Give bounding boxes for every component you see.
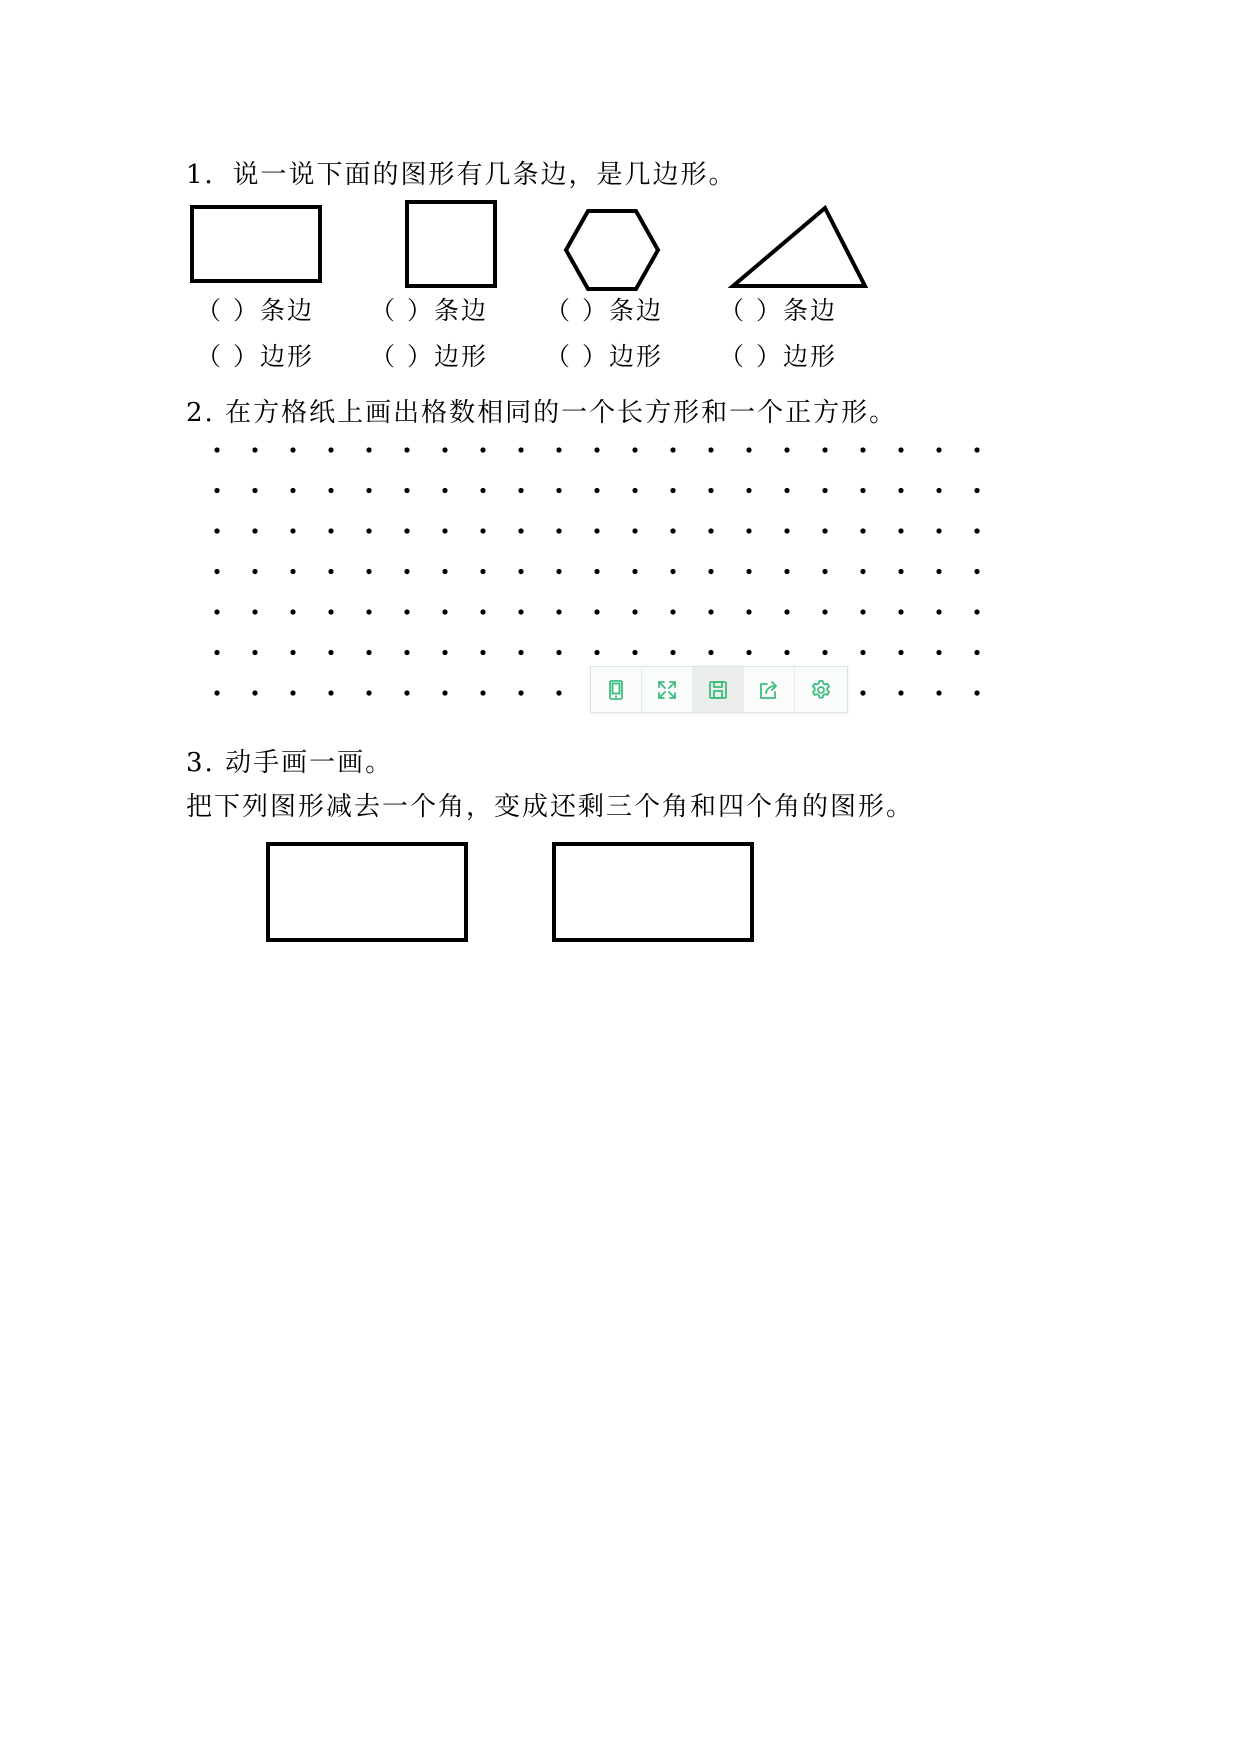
grid-dot bbox=[366, 650, 371, 655]
grid-dot bbox=[936, 609, 941, 614]
grid-dot bbox=[784, 650, 789, 655]
grid-dot bbox=[480, 569, 485, 574]
grid-dot bbox=[442, 528, 447, 533]
grid-dot bbox=[822, 488, 827, 493]
grid-dot bbox=[632, 488, 637, 493]
grid-dot bbox=[556, 569, 561, 574]
grid-dot bbox=[936, 488, 941, 493]
grid-dot bbox=[670, 528, 675, 533]
grid-dot bbox=[670, 650, 675, 655]
grid-dot bbox=[936, 650, 941, 655]
grid-dot bbox=[632, 650, 637, 655]
grid-dot bbox=[936, 447, 941, 452]
grid-dot bbox=[252, 650, 257, 655]
blank-polygon-4: （ ）边形 bbox=[719, 342, 837, 371]
question-2-title: 2. 在方格纸上画出格数相同的一个长方形和一个正方形。 bbox=[186, 398, 898, 428]
grid-dot bbox=[290, 569, 295, 574]
grid-dot bbox=[366, 528, 371, 533]
grid-dot bbox=[822, 569, 827, 574]
grid-dot bbox=[366, 447, 371, 452]
image-toolbar bbox=[590, 666, 848, 713]
grid-dot bbox=[442, 650, 447, 655]
grid-dot bbox=[708, 609, 713, 614]
grid-dot bbox=[404, 569, 409, 574]
grid-dot bbox=[860, 447, 865, 452]
grid-dot bbox=[556, 447, 561, 452]
grid-dot bbox=[404, 528, 409, 533]
grid-dot bbox=[366, 690, 371, 695]
grid-dot bbox=[746, 650, 751, 655]
rectangle-shape-left bbox=[266, 842, 470, 944]
grid-dot bbox=[518, 569, 523, 574]
grid-dot bbox=[594, 569, 599, 574]
blank-polygon-2: （ ）边形 bbox=[370, 342, 488, 371]
blank-sides-1: （ ）条边 bbox=[196, 296, 314, 325]
grid-dot bbox=[214, 528, 219, 533]
grid-dot bbox=[366, 488, 371, 493]
save-button[interactable] bbox=[693, 667, 744, 712]
grid-dot bbox=[822, 528, 827, 533]
blank-polygon-3: （ ）边形 bbox=[545, 342, 663, 371]
grid-dot bbox=[442, 569, 447, 574]
grid-dot bbox=[518, 609, 523, 614]
grid-dot bbox=[898, 690, 903, 695]
grid-dot bbox=[822, 447, 827, 452]
grid-dot bbox=[746, 488, 751, 493]
grid-dot bbox=[632, 569, 637, 574]
grid-dot bbox=[594, 650, 599, 655]
grid-dot bbox=[746, 447, 751, 452]
grid-dot bbox=[214, 690, 219, 695]
grid-dot bbox=[442, 609, 447, 614]
question-1-title: 1．说一说下面的图形有几条边，是几边形。 bbox=[186, 160, 737, 190]
grid-dot bbox=[328, 528, 333, 533]
grid-dot bbox=[784, 528, 789, 533]
grid-dot bbox=[252, 609, 257, 614]
grid-dot bbox=[974, 609, 979, 614]
grid-dot bbox=[290, 690, 295, 695]
grid-dot bbox=[784, 569, 789, 574]
grid-dot bbox=[518, 447, 523, 452]
settings-icon bbox=[809, 678, 833, 702]
grid-dot bbox=[860, 609, 865, 614]
hexagon-shape bbox=[563, 208, 663, 294]
grid-dot bbox=[328, 447, 333, 452]
grid-dot bbox=[822, 650, 827, 655]
grid-dot bbox=[556, 528, 561, 533]
grid-dot bbox=[708, 488, 713, 493]
grid-dot bbox=[556, 690, 561, 695]
grid-dot bbox=[404, 488, 409, 493]
grid-dot bbox=[860, 569, 865, 574]
grid-dot bbox=[366, 569, 371, 574]
grid-dot bbox=[632, 609, 637, 614]
grid-dot bbox=[708, 528, 713, 533]
tablet-icon bbox=[604, 678, 628, 702]
grid-dot bbox=[252, 690, 257, 695]
grid-dot bbox=[556, 488, 561, 493]
fullscreen-icon bbox=[655, 678, 679, 702]
grid-dot bbox=[974, 447, 979, 452]
grid-dot bbox=[898, 609, 903, 614]
grid-dot bbox=[708, 650, 713, 655]
grid-dot bbox=[366, 609, 371, 614]
grid-dot bbox=[746, 569, 751, 574]
save-icon bbox=[706, 678, 730, 702]
blank-sides-4: （ ）条边 bbox=[719, 296, 837, 325]
grid-dot bbox=[898, 528, 903, 533]
grid-dot bbox=[480, 609, 485, 614]
grid-dot bbox=[328, 690, 333, 695]
grid-dot bbox=[974, 690, 979, 695]
grid-dot bbox=[594, 609, 599, 614]
grid-dot bbox=[556, 609, 561, 614]
fullscreen-button[interactable] bbox=[642, 667, 693, 712]
grid-dot bbox=[328, 650, 333, 655]
grid-dot bbox=[290, 650, 295, 655]
share-button[interactable] bbox=[744, 667, 795, 712]
grid-dot bbox=[252, 569, 257, 574]
grid-dot bbox=[518, 650, 523, 655]
grid-dot bbox=[252, 528, 257, 533]
grid-dot bbox=[936, 528, 941, 533]
settings-button[interactable] bbox=[795, 667, 846, 712]
grid-dot bbox=[974, 650, 979, 655]
grid-dot bbox=[708, 569, 713, 574]
grid-dot bbox=[404, 650, 409, 655]
grid-dot bbox=[594, 528, 599, 533]
grid-dot bbox=[974, 528, 979, 533]
grid-dot bbox=[898, 650, 903, 655]
grid-dot bbox=[328, 488, 333, 493]
grid-dot bbox=[290, 447, 295, 452]
question-3-title: 3. 动手画一画。 bbox=[186, 748, 394, 778]
rectangle-shape-right bbox=[552, 842, 756, 944]
grid-dot bbox=[670, 447, 675, 452]
grid-dot bbox=[442, 488, 447, 493]
rectangle-shape bbox=[190, 205, 324, 285]
grid-dot bbox=[784, 488, 789, 493]
grid-dot bbox=[404, 609, 409, 614]
grid-dot bbox=[670, 569, 675, 574]
grid-dot bbox=[632, 528, 637, 533]
blank-polygon-1: （ ）边形 bbox=[196, 342, 314, 371]
blank-sides-3: （ ）条边 bbox=[545, 296, 663, 325]
grid-dot bbox=[404, 690, 409, 695]
grid-dot bbox=[708, 447, 713, 452]
grid-dot bbox=[860, 488, 865, 493]
grid-dot bbox=[518, 528, 523, 533]
square-shape bbox=[405, 200, 500, 290]
grid-dot bbox=[252, 488, 257, 493]
grid-dot bbox=[898, 447, 903, 452]
grid-dot bbox=[480, 447, 485, 452]
grid-dot bbox=[936, 569, 941, 574]
grid-dot bbox=[328, 609, 333, 614]
question-3-instruction: 把下列图形减去一个角，变成还剩三个角和四个角的图形。 bbox=[186, 792, 915, 822]
grid-dot bbox=[746, 528, 751, 533]
grid-dot bbox=[214, 569, 219, 574]
tablet-button[interactable] bbox=[591, 667, 642, 712]
grid-dot bbox=[518, 488, 523, 493]
grid-dot bbox=[556, 650, 561, 655]
grid-dot bbox=[290, 528, 295, 533]
grid-dot bbox=[594, 447, 599, 452]
grid-dot bbox=[518, 690, 523, 695]
grid-dot bbox=[974, 569, 979, 574]
grid-dot bbox=[480, 690, 485, 695]
grid-dot bbox=[974, 488, 979, 493]
grid-dot bbox=[442, 447, 447, 452]
grid-dot bbox=[860, 690, 865, 695]
grid-dot bbox=[290, 609, 295, 614]
grid-dot bbox=[860, 528, 865, 533]
grid-dot bbox=[480, 528, 485, 533]
triangle-shape bbox=[730, 205, 870, 290]
grid-dot bbox=[898, 569, 903, 574]
blank-sides-2: （ ）条边 bbox=[370, 296, 488, 325]
grid-dot bbox=[442, 690, 447, 695]
grid-dot bbox=[784, 447, 789, 452]
grid-dot bbox=[746, 609, 751, 614]
grid-dot bbox=[252, 447, 257, 452]
grid-dot bbox=[898, 488, 903, 493]
grid-dot bbox=[670, 609, 675, 614]
grid-dot bbox=[214, 488, 219, 493]
grid-dot bbox=[936, 690, 941, 695]
grid-dot bbox=[480, 650, 485, 655]
grid-dot bbox=[594, 488, 599, 493]
grid-dot bbox=[784, 609, 789, 614]
grid-dot bbox=[290, 488, 295, 493]
grid-dot bbox=[822, 609, 827, 614]
grid-dot bbox=[632, 447, 637, 452]
grid-dot bbox=[328, 569, 333, 574]
grid-dot bbox=[214, 609, 219, 614]
grid-dot bbox=[480, 488, 485, 493]
grid-dot bbox=[214, 650, 219, 655]
grid-dot bbox=[214, 447, 219, 452]
grid-dot bbox=[860, 650, 865, 655]
grid-dot bbox=[670, 488, 675, 493]
grid-dot bbox=[404, 447, 409, 452]
share-icon bbox=[757, 678, 781, 702]
